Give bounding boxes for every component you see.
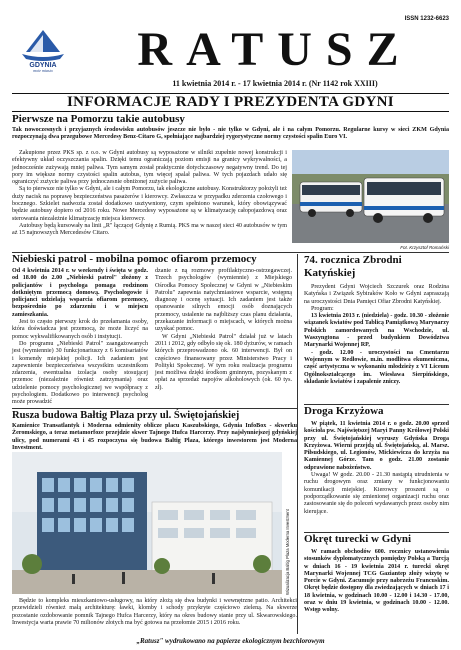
article-patrol-lead: Od 4 kwietnia 2014 r. w weekendy i święta w godz. od 18.00 do 2.00 „Niebieski patrol" złożony z policjantów i psychologa pomaga rodzinom dotkniętym przemocą domową. Psychologowie i policjanci udzielają wsparcia ofiarom przemocy, bezpośrednio po zdarzeniu i w miejscu zamieszkania. [12, 268, 148, 318]
article-cross-body [304, 421, 449, 516]
article-cross-paragraph: Uwaga! W godz. 20.00 - 21.30 nastąpią utrudnienia w ruchu drogowym oraz zmiany w funkcjonowaniu komunikacji miejskiej. Kierowcy proszeni są o podporządkowanie się zmienionej organizacji ruchu oraz zastosowanie się do poleceń wydawanych przez osoby nim kierujące. [304, 472, 449, 515]
bus-photo-illustration [292, 150, 449, 243]
article-patrol-paragraph: Do programu „Niebieski Patrol" zaangażowanych jest (wymiennie) 30 funkcjonariuszy z 6 komisariatów i komendy miejskiej policji. Ich zadaniem jest zapewnienie bezpieczeństwa wszystkim uczestnikom zdarzenia, ewentualna izolacja osoby stosującej przemoc (niezależnie również zatrzymania) oraz udzielenie pomocy psychologicznej we współpracy z psychologiem. Dodatkowo po interwencji psycholog może prowadzić [12, 340, 148, 406]
article-plaza-paragraph: Będzie to kompleks mieszkaniowo-usługowy, na który złożą się dwa budynki i wewnętrzne patio. Architekci przewidzieli również małą architekturę: ławki, klomby i schody przykryte częściowo zieleną. Na skwerze pozostanie ozdobowanie pomnik Tajnego Hufca Harcerzy, który na okres budowy stanie przy ul. Skwarowskiego. Inwestycja warta prawie 70 milionów złotych ma być gotowa na przełomie 2015 i 2016 roku. [12, 598, 297, 626]
article-plaza-body [12, 598, 297, 627]
plaza-visualization-illustration [12, 452, 282, 594]
article-patrol-col2 [155, 268, 292, 392]
article-katyn-paragraph: Program: [311, 305, 334, 312]
bus-photo-credit: Fot. Krzysztof Romański [400, 245, 449, 250]
article-bus-title: Pierwsze na Pomorzu takie autobusy [12, 113, 185, 125]
article-bus-paragraph: Są to pierwsze nie tylko w Gdyni, ale i całym Pomorzu, tak ekologiczne autobusy. Konstruktorzy położyli też duży nacisk na poprawę bezpieczeństwa pasażerów i kierowcy. Zwłaszcza w przypadku zderzenia czołowego i bocznego. Szkielet nadwozia został dodatkowo usztywniony, czym spełniono warunek, który obowiązywać będzie autobusy dopiero od 2016 roku. Nowe Mercedesy wyposażone są w klimatyzację całopojazdową oraz sterowania niezależnie klimatyzację miejsca kierowcy. [12, 186, 287, 222]
article-ship-body [304, 549, 449, 615]
article-katyn-paragraph: - godz. 12.00 - uroczystości na Cmentarzu Wojennym w Redłowie, m.in. modlitwa ekumeniczna, część artystyczna w wykonaniu młodzieży z VI Liceum Ogólnokształcącego im. Wiesława Sierpińskiego, składanie kwiatów i zapalenie zniczy. [304, 349, 449, 385]
article-cross-title: Droga Krzyżowa [304, 405, 384, 417]
logo-tagline-text: moje miasto [33, 68, 53, 72]
article-plaza-lead: Kamienice Transatlantyk i Moderna odmienity oblicze placu Kaszubskiego, Gdynia InfoBox - skwerku Żeromskiego, a teraz metamorfoze przejdzie skwer Tajnego Hufca Harcerzy. Przy najsłynniejszej gdyńskiej ulicy, pod numerami 43 i 45 rozpoczyna się budowa Baltig Plaza, którego inwestorem jest Moderna Investment. [12, 423, 297, 451]
article-bus-lead: Tak nowoczesnych i przyjaznych środowisku autobusów jeszcze nie było - nie tylko w Gdyni, ale i na całym Pomorzu. Regularne kursy w sieci ZKM Gdynia rozpoczynają dwa przegubowe Mercedesy Benz-Citaro G, spełniające najbardziej rygorystyczne normy czystości spalin Euro VI. [12, 127, 449, 141]
article-patrol-paragraph: dzanie z ną rozmowy profilaktyczno-ostrzegawczej. Trzech psychologów (wymiennie) z Miejskiego Ośrodka Pomocy Społecznej w Gdyni w „Niebieskim Patrolu" zapewnia natychmiastowe wsparcie, wstępną diagnozę i ocenę sytuacji. Ich zadaniem jest także opanowanie silnych emocji osób doznających przemocy, ustalenie na najbliższy czas planu działania, przekazanie informacji o miejscach, w których można uzyskać pomoc. [155, 268, 292, 333]
article-katyn-paragraph: 13 kwietnia 2013 r. (niedziela) - godz. 10.30 - złożenie wiązanek kwiatów pod Tablicą Pamiątkową Marynarzy Polskich zamordowanych na Wschodzie, ul. Waszyngtona - przed budynkiem Dowództwa Marynarki Wojennej RP, [304, 313, 449, 349]
masthead-title: RATUSZ [137, 23, 413, 76]
gdynia-logo [16, 26, 70, 72]
section-banner: INFORMACJE RADY I PREZYDENTA GDYNI [12, 93, 449, 112]
bus-photo [292, 150, 449, 243]
article-patrol-title: Niebieski patrol - mobilna pomoc ofiarom przemocy [12, 253, 257, 265]
article-patrol-col1 [12, 268, 148, 407]
footer-note: „Ratusz" wydrukowano na papierze ekologicznym bezchlorowym [136, 637, 325, 645]
issue-date-line: 11 kwietnia 2014 r. - 17 kwietnia 2014 r. (Nr 1142 rok XXIII) [172, 79, 378, 88]
article-bus-body [12, 150, 287, 238]
article-katyn-body [304, 284, 449, 386]
article-katyn-title: 74. rocznica Zbrodni Katyńskiej [304, 254, 402, 279]
article-patrol-paragraph: Jest to często pierwszy krok do przełamania osoby, która doświadcza jest przemocą, że może liczyć na pomoc wykwalifikowanych osób i instytucji. [12, 319, 148, 340]
plaza-visualization-caption: Wizualizacja Baltig Plaza Moderna Investment [285, 509, 290, 595]
article-bus-paragraph: Autobusy będą kursowały na linii „R" łączącej Gdynię z Rumią. PKS ma w naszej sieci 40 autobusów w tym aż 15 najnowszych Mercedesów Citaro. [12, 222, 287, 237]
article-patrol-paragraph: W Gdyni „Niebieski Patrol" działał już w latach 2011 i 2012, gdy odbyło się ok. 180 dyżurów, w ramach których przeprowadzono ok. 60 interwencji. Był on częściowo finansowany przez Ministerstwo Pracy i Polityki Społecznej. W tym roku realizacja programu jest możliwa dzięki środkom gminnym, pozyskanym z opłat za sprzedaż napojów alkoholowych (ok. 60 tys. zł). [155, 333, 292, 391]
issn-number: ISSN 1232-6623 [404, 16, 449, 22]
article-cross-paragraph: W piątek, 11 kwietnia 2014 r. o godz. 20.00 sprzed kościoła pw. Najświętszej Maryi Panny Królowej Polski przy ul. Świętojańskiej wyruszy Gdyńska Droga Krzyżowa. Wierni przejdą ul. Świętojańską, al. Marsz. Piłsudskiego, ul. Legionów, Mickiewicza do krzyża na Kamiennej Górze. Tam o godz. 21.00 zostanie odprawione nabożeństwo. [304, 421, 449, 471]
logo-city-text: GDYNIA [29, 62, 57, 69]
column-divider [297, 254, 298, 634]
article-plaza-title: Rusza budowa Bałtig Plaza przy ul. Świętojańskiej [12, 410, 240, 421]
gdynia-logo-icon [16, 26, 70, 72]
article-ship-paragraph: W ramach obchodów 600. rocznicy ustanowienia stosunków dyplomatycznych pomiędzy Polską a Turcją w dniach 16 - 19 kwietnia 2014 r. turecki okręt Marynarki Wojennej TCG Gaziantep złoży wizytę w Porcie w Gdyni. Zacumuje przy nabrzeżu Francuskim. Okręt będzie dostępny dla zwiedzających w dniach 17 i 18 kwietnia, w godzinach 10.00 - 12.00 i 14.30 - 17.00, oraz w dniu 19 kwietnia, w godzinach 10.00 - 12.00. Wstęp wolny. [304, 549, 449, 614]
article-ship-title: Okręt turecki w Gdyni [304, 533, 412, 545]
article-katyn-paragraph: Prezydent Gdyni Wojciech Szczurek oraz Rodzina Katyńska i Związek Sybiraków Koło w Gdyni zapraszają na uroczystości Dnia Pamięci Ofiar Zbrodni Katyńskiej. [304, 284, 449, 305]
plaza-visualization [12, 452, 282, 594]
article-bus-paragraph: Zakupione przez PKS sp. z o.o. w Gdyni autobusy są wyposażone w silniki zupełnie nowej konstrukcji i efektywny układ oczyszczania spalin. Dzięki temu ograniczają poziom emisji na granicy wykrywalności, a jednocześnie zużywają mniej paliwa. Tym samym został praktycznie dotychczasowy negatywny trend. Do tej pory im większe normy czystości spalin autobus, tym więcej spalał paliwa. W tych pojazdach udało się ograniczyć zużycie paliwa przy jednoczesnie obniżonej zużycie paliwa. [12, 150, 287, 186]
